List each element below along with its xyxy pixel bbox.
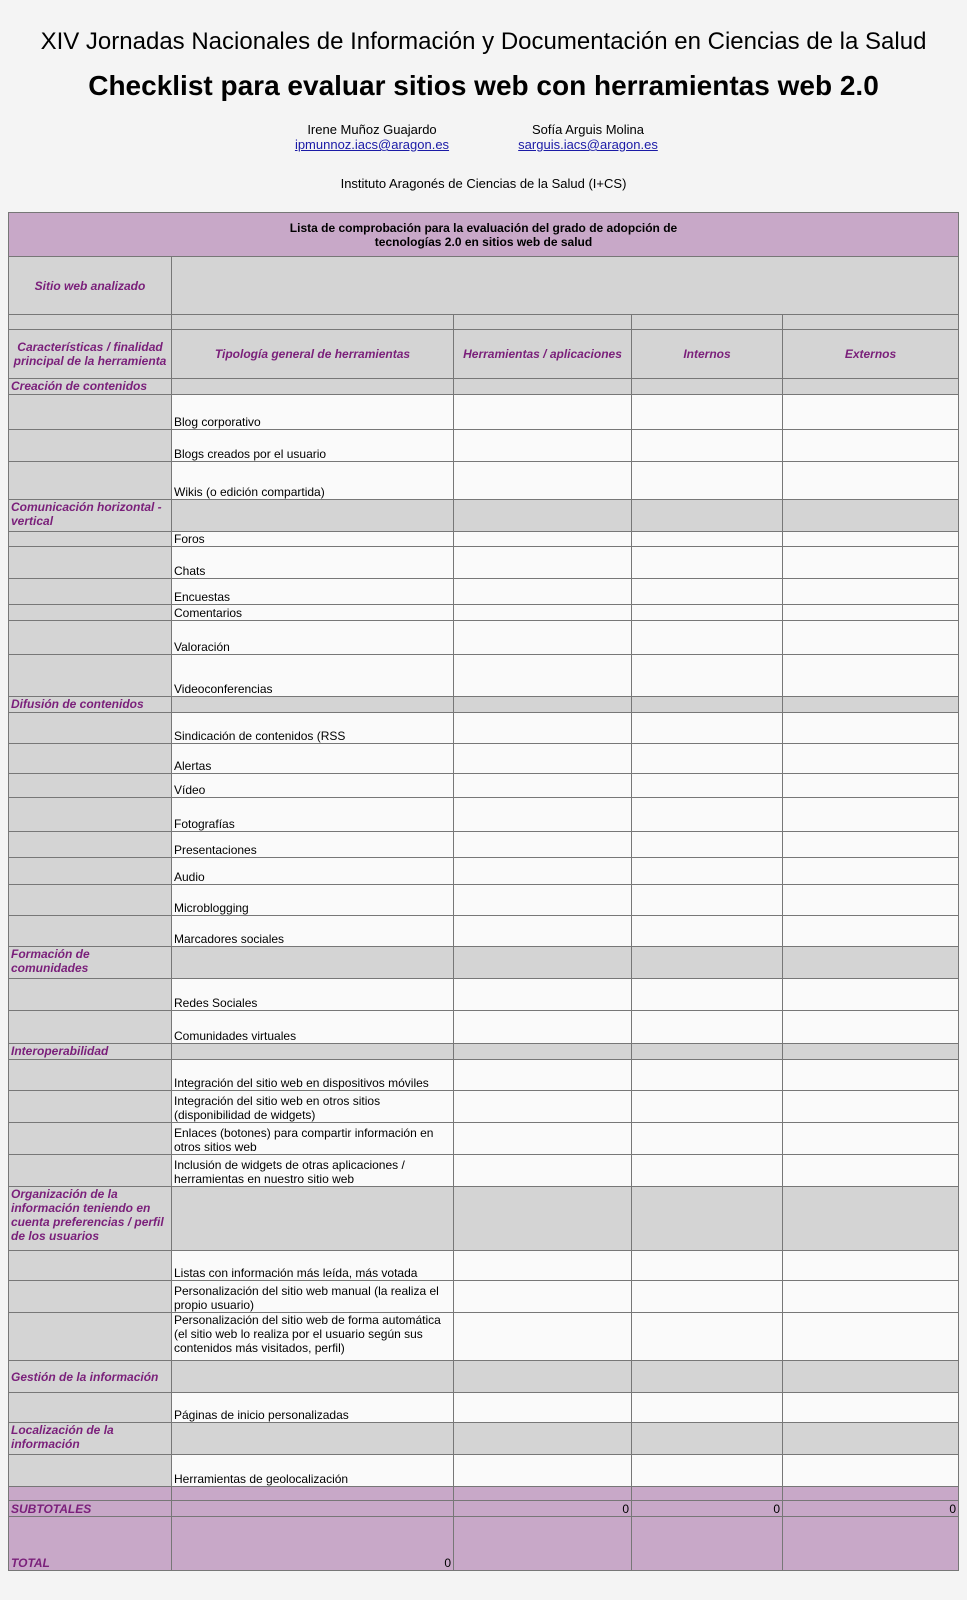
table-row <box>9 462 959 500</box>
table-row <box>9 579 959 605</box>
table-row <box>9 713 959 744</box>
table-row <box>9 1011 959 1044</box>
item-label: Fotografías <box>172 798 454 832</box>
section-label: Gestión de la información <box>9 1361 172 1393</box>
item-label: Marcadores sociales <box>172 916 454 947</box>
item-label: Videoconferencias <box>172 655 454 697</box>
section-label: Formación de comunidades <box>9 947 172 979</box>
item-label: Enlaces (botones) para compartir información en otros sitios web <box>172 1123 454 1155</box>
item-label: Audio <box>172 858 454 885</box>
table-row <box>9 1281 959 1313</box>
item-label: Valoración <box>172 621 454 655</box>
section-row <box>9 500 959 532</box>
item-label: Vídeo <box>172 774 454 798</box>
table-row <box>9 1455 959 1487</box>
table-row <box>9 1251 959 1281</box>
table-row <box>9 1091 959 1123</box>
item-label: Encuestas <box>172 579 454 605</box>
item-label: Chats <box>172 547 454 579</box>
item-label: Listas con información más leída, más votada <box>172 1251 454 1281</box>
column-header-herramientas: Herramientas / aplicaciones <box>454 330 632 379</box>
table-row <box>9 1313 959 1361</box>
item-label: Blog corporativo <box>172 395 454 430</box>
section-row <box>9 1044 959 1060</box>
item-label: Integración del sitio web en otros sitios (disponibilidad de widgets) <box>172 1091 454 1123</box>
author-1 <box>262 122 482 152</box>
spacer-cell <box>9 315 172 330</box>
table-row <box>9 744 959 774</box>
table-row <box>9 430 959 462</box>
table-row <box>9 858 959 885</box>
section-row <box>9 697 959 713</box>
item-label: Inclusión de widgets de otras aplicaciones / herramientas en nuestro sitio web <box>172 1155 454 1187</box>
conference-title: XIV Jornadas Nacionales de Información y Documentación en Ciencias de la Salud <box>40 28 927 55</box>
table-row <box>9 621 959 655</box>
section-label: Difusión de contenidos <box>9 697 172 713</box>
item-label: Alertas <box>172 744 454 774</box>
total-value: 0 <box>172 1517 454 1571</box>
site-value-cell[interactable] <box>172 257 959 315</box>
subtotal-herramientas: 0 <box>454 1501 632 1517</box>
section-label: Organización de la información teniendo en cuenta preferencias / perfil de los usuarios <box>9 1187 172 1251</box>
item-label: Comunidades virtuales <box>172 1011 454 1044</box>
table-row <box>9 547 959 579</box>
item-label: Blogs creados por el usuario <box>172 430 454 462</box>
item-label: Redes Sociales <box>172 979 454 1011</box>
item-label: Microblogging <box>172 885 454 916</box>
table-row <box>9 798 959 832</box>
section-row <box>9 947 959 979</box>
document-header <box>0 0 967 210</box>
item-label: Personalización del sitio web de forma automática (el sitio web lo realiza por el usuario según sus contenidos más visitados, perfil) <box>172 1313 454 1361</box>
table-row <box>9 979 959 1011</box>
table-row <box>9 774 959 798</box>
subtotals-label: SUBTOTALES <box>9 1501 172 1517</box>
table-row <box>9 1123 959 1155</box>
table-row <box>9 1060 959 1091</box>
table-row <box>9 916 959 947</box>
table-row <box>9 605 959 621</box>
table-row <box>9 885 959 916</box>
column-header-caracteristicas: Características / finalidad principal de la herramienta <box>9 330 172 379</box>
section-label: Interoperabilidad <box>9 1044 172 1060</box>
item-label: Páginas de inicio personalizadas <box>172 1393 454 1423</box>
author-1-email-link[interactable]: ipmunnoz.iacs@aragon.es <box>294 137 450 152</box>
subtotals-row <box>9 1501 959 1517</box>
table-row <box>9 832 959 858</box>
item-label: Presentaciones <box>172 832 454 858</box>
total-label: TOTAL <box>9 1517 172 1571</box>
table-row <box>9 655 959 697</box>
item-label: Foros <box>172 532 454 547</box>
section-row <box>9 1361 959 1393</box>
section-label: Creación de contenidos <box>9 379 172 395</box>
author-2-email-link[interactable]: sarguis.iacs@aragon.es <box>518 137 658 152</box>
table-row <box>9 395 959 430</box>
item-label: Personalización del sitio web manual (la realiza el propio usuario) <box>172 1281 454 1313</box>
item-label: Herramientas de geolocalización <box>172 1455 454 1487</box>
column-header-internos: Internos <box>632 330 783 379</box>
section-row <box>9 1187 959 1251</box>
column-header-tipologia: Tipología general de herramientas <box>172 330 454 379</box>
section-row <box>9 379 959 395</box>
item-label: Integración del sitio web en dispositivos móviles <box>172 1060 454 1091</box>
table-row <box>9 532 959 547</box>
column-header-externos: Externos <box>783 330 959 379</box>
author-2 <box>478 122 698 152</box>
section-label: Comunicación horizontal - vertical <box>9 500 172 532</box>
banner-line-1: Lista de comprobación para la evaluación del grado de adopción de <box>289 220 678 235</box>
section-label: Localización de la información <box>9 1423 172 1455</box>
banner-line-2: tecnologías 2.0 en sitios web de salud <box>374 234 593 249</box>
item-label: Sindicación de contenidos (RSS <box>172 713 454 744</box>
section-row <box>9 1423 959 1455</box>
institute: Instituto Aragonés de Ciencias de la Salud (I+CS) <box>340 176 627 191</box>
author-2-name: Sofía Arguis Molina <box>531 122 644 137</box>
author-1-name: Irene Muñoz Guajardo <box>307 122 437 137</box>
total-row <box>9 1517 959 1571</box>
table-row <box>9 1155 959 1187</box>
site-label: Sitio web analizado <box>9 257 172 315</box>
table-row <box>9 1393 959 1423</box>
subtotal-internos: 0 <box>632 1501 783 1517</box>
item-label: Comentarios <box>172 605 454 621</box>
subtotal-externos: 0 <box>783 1501 959 1517</box>
table-banner <box>9 213 959 257</box>
item-label: Wikis (o edición compartida) <box>172 462 454 500</box>
checklist-table <box>8 212 959 1571</box>
page-title: Checklist para evaluar sitios web con herramientas web 2.0 <box>88 70 879 101</box>
